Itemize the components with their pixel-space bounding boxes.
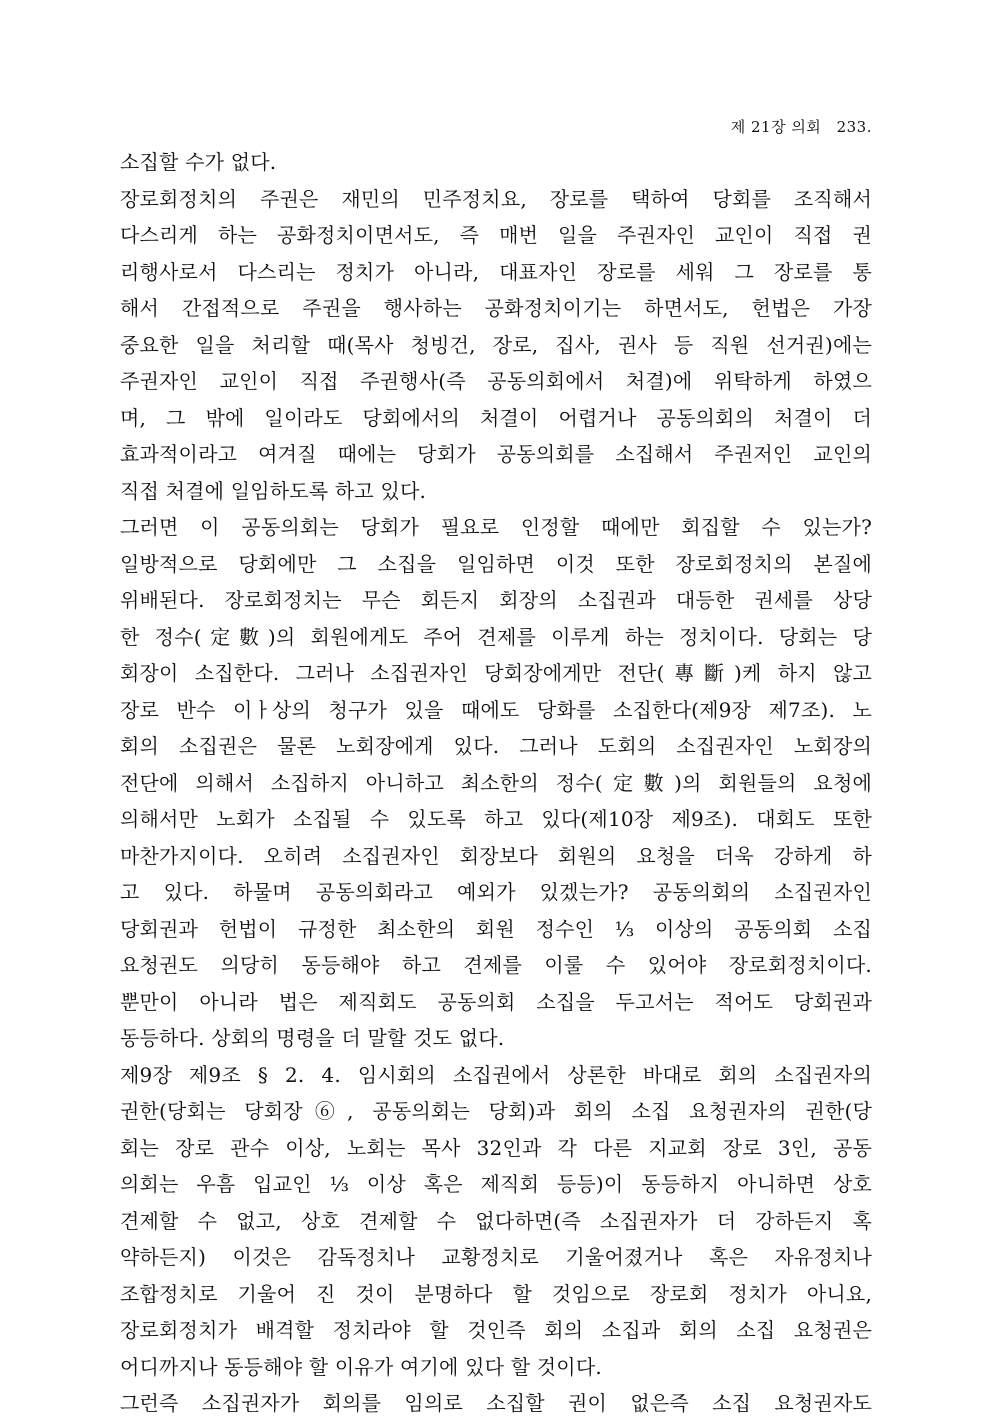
text-line: 직접 처결에 일임하도록 하고 있다. bbox=[120, 478, 427, 503]
text-line: 회장이 소집한다. 그러나 소집권자인 당회장에게만 전단(專斷)케 하지 않고 bbox=[120, 661, 872, 685]
text-line: 조합정치로 기울어 진 것이 분명하다 할 것임으로 장로회 정치가 아니요, bbox=[120, 1281, 872, 1306]
text-line: 일방적으로 당회에만 그 소집을 일임하면 이것 또한 장로회정치의 본질에 bbox=[120, 551, 872, 576]
text-line: 마찬가지이다. 오히려 소집권자인 회장보다 회원의 요청을 더욱 강하게 하 bbox=[120, 843, 872, 868]
text-line: 뿐만이 아니라 법은 제직회도 공동의회 소집을 두고서는 적어도 당회권과 bbox=[120, 989, 872, 1014]
text-line: 제9장 제9조 § 2. 4. 임시회의 소집권에서 상론한 바대로 회의 소집권자의 bbox=[120, 1062, 872, 1087]
text-line: 권한(당회는 당회장⑥, 공동의회는 당회)과 회의 소집 요청권자의 권한(당 bbox=[120, 1099, 872, 1123]
text-line: 효과적이라고 여겨질 때에는 당회가 공동의회를 소집해서 주권저인 교인의 bbox=[120, 442, 872, 466]
text-line: 장로회정치가 배격할 정치라야 할 것인즉 회의 소집과 회의 소집 요청권은 bbox=[120, 1318, 872, 1342]
text-line: 요청권도 의당히 동등해야 하고 견제를 이룰 수 있어야 장로회정치이다. bbox=[120, 953, 872, 977]
text-line: 장로회정치의 주권은 재민의 민주정치요, 장로를 택하여 당회를 조직해서 bbox=[120, 186, 872, 211]
text-line: 한 정수(定數)의 회원에게도 주어 견제를 이루게 하는 정치이다. 당회는 당 bbox=[120, 624, 872, 649]
text-line: 그런즉 소집권자가 회의를 임의로 소집할 권이 없은즉 소집 요청권자도 bbox=[120, 1391, 872, 1415]
body-text bbox=[120, 144, 872, 1422]
text-line: 어디까지나 동등해야 할 이유가 여기에 있다 할 것이다. bbox=[120, 1354, 602, 1379]
text-line: 고 있다. 하물며 공동의회라고 예외가 있겠는가? 공동의회의 소집권자인 bbox=[120, 880, 872, 904]
running-header bbox=[731, 116, 872, 137]
text-line: 다스리게 하는 공화정치이면서도, 즉 매번 일을 주권자인 교인이 직접 권 bbox=[120, 223, 872, 247]
text-line: 그러면 이 공동의회는 당회가 필요로 인정할 때에만 회집할 수 있는가? bbox=[120, 515, 872, 539]
text-line: 소집할 수가 없다. bbox=[120, 150, 277, 174]
text-line: 중요한 일을 처리할 때(목사 청빙건, 장로, 집사, 권사 등 직원 선거권)에는 bbox=[120, 332, 872, 357]
text-line: 위배된다. 장로회정치는 무슨 회든지 회장의 소집권과 대등한 권세를 상당 bbox=[120, 588, 872, 612]
text-line: 약하든지) 이것은 감독정치나 교황정치로 기울어졌거나 혹은 자유정치나 bbox=[120, 1245, 872, 1269]
text-line: 장로 반수 이ㅏ상의 청구가 있을 때에도 당화를 소집한다(제9장 제7조). 노 bbox=[120, 697, 872, 722]
text-line: 견제할 수 없고, 상호 견제할 수 없다하면(즉 소집권자가 더 강하든지 혹 bbox=[120, 1208, 872, 1233]
chapter-title: 제 21장 의회 bbox=[730, 118, 822, 136]
text-line: 며, 그 밖에 일이라도 당회에서의 처결이 어렵거나 공동의회의 처결이 더 bbox=[120, 405, 872, 430]
text-line: 해서 간접적으로 주권을 행사하는 공화정치이기는 하면서도, 헌법은 가장 bbox=[120, 296, 872, 320]
text-line: 전단에 의해서 소집하지 아니하고 최소한의 정수(定數)의 회원들의 요청에 bbox=[120, 770, 872, 795]
text-line: 리행사로서 다스리는 정치가 아니라, 대표자인 장로를 세워 그 장로를 통 bbox=[120, 259, 872, 284]
text-line: 동등하다. 상회의 명령을 더 말할 것도 없다. bbox=[120, 1026, 505, 1050]
text-line: 당회권과 헌법이 규정한 최소한의 회원 정수인 ⅓ 이상의 공동의회 소집 bbox=[120, 916, 872, 941]
text-line: 의해서만 노회가 소집될 수 있도록 하고 있다(제10장 제9조). 대회도 또한 bbox=[120, 807, 872, 831]
page-number: 233. bbox=[836, 118, 872, 136]
text-line: 주권자인 교인이 직접 주권행사(즉 공동의회에서 처결)에 위탁하게 하였으 bbox=[120, 369, 872, 393]
text-line: 회의 소집권은 물론 노회장에게 있다. 그러나 도회의 소집권자인 노회장의 bbox=[120, 734, 872, 758]
text-line: 의회는 우흠 입교인 ⅓ 이상 혹은 제직회 등등)이 동등하지 아니하면 상호 bbox=[120, 1172, 872, 1196]
text-line: 회는 장로 관수 이상, 노회는 목사 32인과 각 다른 지교회 장로 3인, 공동 bbox=[120, 1135, 872, 1160]
